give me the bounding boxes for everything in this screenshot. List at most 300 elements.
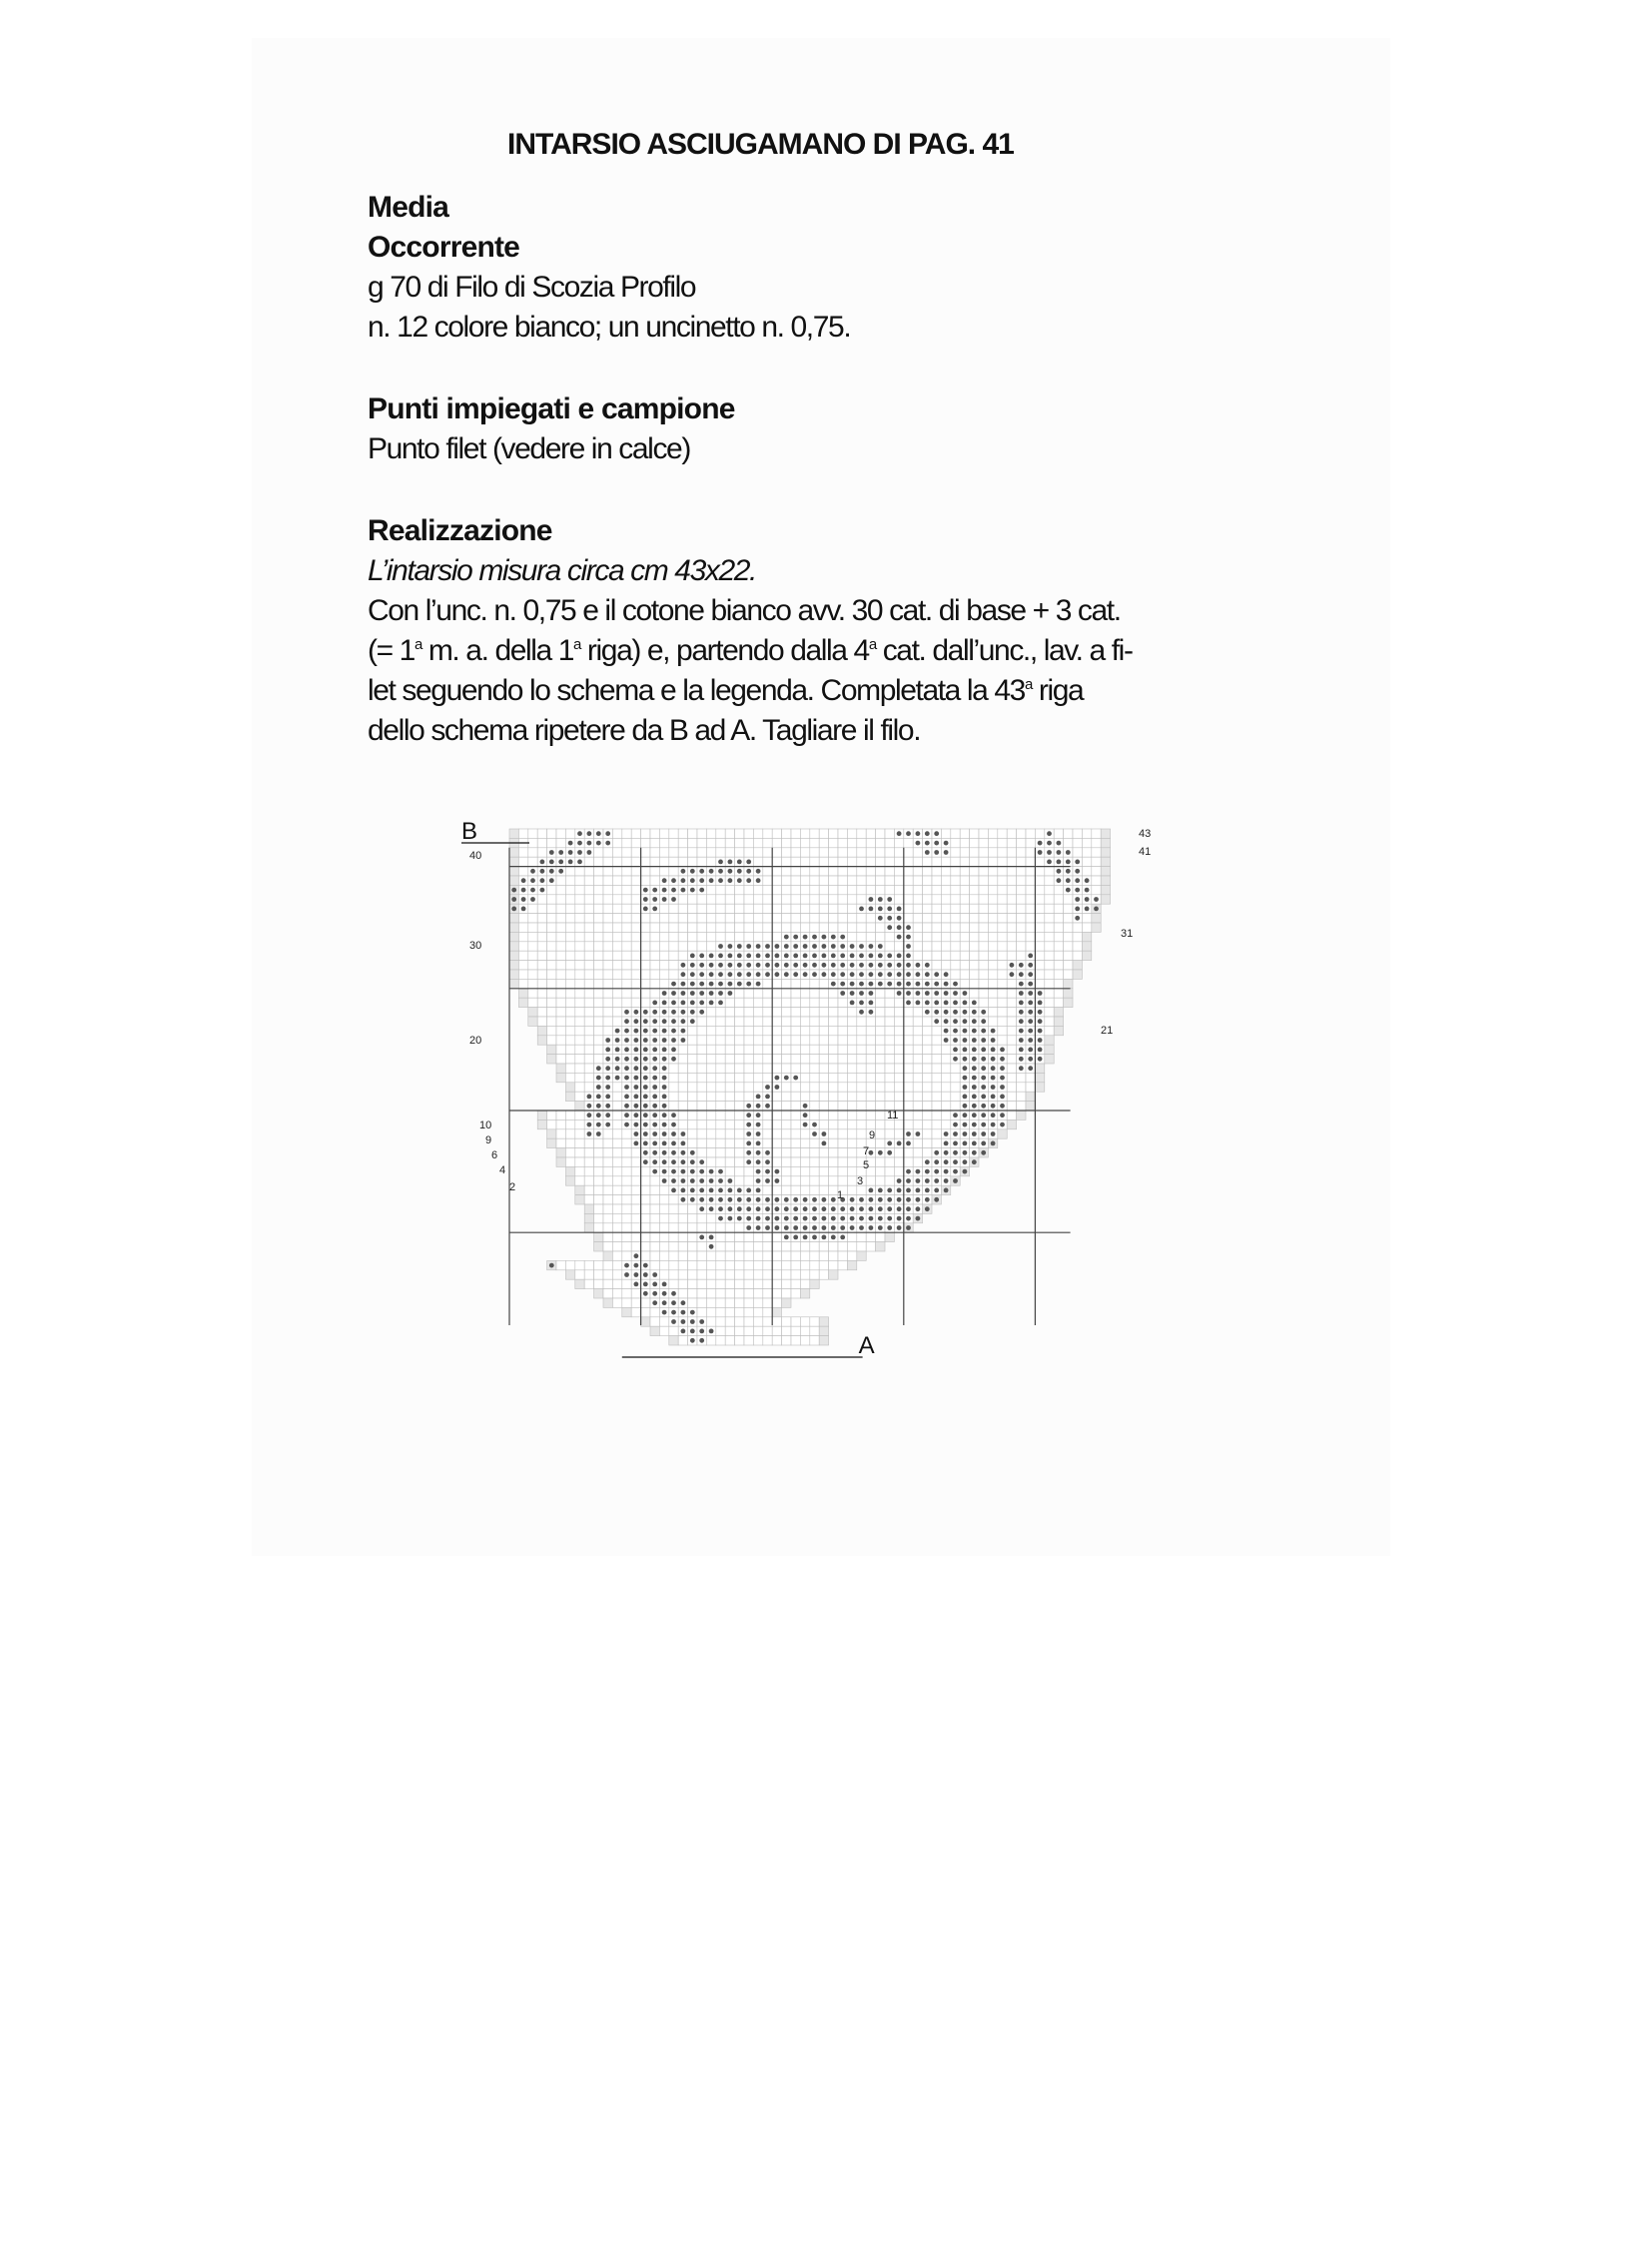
filled-cell-dot bbox=[972, 1001, 977, 1006]
grid-cell bbox=[584, 1017, 593, 1026]
grid-cell bbox=[565, 829, 574, 838]
grid-cell bbox=[631, 970, 640, 979]
filled-cell-dot bbox=[587, 1131, 592, 1136]
grid-cell bbox=[829, 1026, 838, 1035]
filled-cell-dot bbox=[775, 1216, 780, 1221]
grid-cell bbox=[716, 1298, 725, 1307]
grid-cell bbox=[970, 867, 979, 876]
grid-cell bbox=[669, 932, 678, 941]
grid-cell bbox=[1054, 829, 1063, 838]
filled-cell-dot bbox=[991, 1066, 996, 1071]
filled-cell-dot bbox=[587, 1122, 592, 1127]
grid-cell bbox=[998, 989, 1007, 998]
grid-cell bbox=[791, 923, 800, 932]
grid-cell bbox=[669, 1336, 678, 1345]
grid-cell bbox=[706, 914, 715, 923]
grid-cell bbox=[951, 885, 960, 894]
grid-cell bbox=[688, 1083, 697, 1092]
grid-cell bbox=[744, 1317, 753, 1326]
grid-cell bbox=[1073, 848, 1082, 857]
grid-cell bbox=[735, 1111, 744, 1120]
filled-cell-dot bbox=[587, 831, 592, 836]
grid-cell bbox=[810, 1045, 819, 1054]
filled-cell-dot bbox=[803, 1235, 808, 1240]
grid-cell bbox=[763, 998, 772, 1007]
grid-cell bbox=[800, 989, 809, 998]
grid-cell bbox=[669, 1242, 678, 1251]
grid-cell bbox=[960, 970, 969, 979]
grid-cell bbox=[763, 895, 772, 904]
grid-cell bbox=[923, 1017, 932, 1026]
grid-cell bbox=[847, 1102, 856, 1111]
grid-cell bbox=[894, 1083, 903, 1092]
filled-cell-dot bbox=[662, 1104, 667, 1109]
filled-cell-dot bbox=[775, 972, 780, 977]
grid-cell bbox=[1017, 1092, 1026, 1101]
filled-cell-dot bbox=[568, 850, 573, 855]
filled-cell-dot bbox=[850, 1206, 855, 1211]
grid-cell bbox=[1026, 1092, 1035, 1101]
grid-cell bbox=[782, 1260, 791, 1269]
filled-cell-dot bbox=[643, 1029, 648, 1034]
grid-cell bbox=[1017, 1073, 1026, 1082]
grid-cell bbox=[1045, 885, 1054, 894]
filled-cell-dot bbox=[869, 982, 874, 987]
grid-cell bbox=[584, 895, 593, 904]
grid-cell bbox=[819, 1242, 828, 1251]
grid-cell bbox=[697, 1242, 706, 1251]
grid-cell bbox=[735, 1045, 744, 1054]
grid-cell bbox=[678, 1279, 687, 1288]
grid-cell bbox=[622, 1195, 631, 1204]
filled-cell-dot bbox=[765, 944, 770, 949]
grid-cell bbox=[800, 1092, 809, 1101]
grid-cell bbox=[791, 1176, 800, 1185]
filled-cell-dot bbox=[1038, 841, 1043, 846]
grid-cell bbox=[819, 1055, 828, 1064]
filled-cell-dot bbox=[1066, 860, 1071, 865]
filled-cell-dot bbox=[615, 1038, 620, 1043]
grid-cell bbox=[782, 1092, 791, 1101]
filled-cell-dot bbox=[944, 991, 949, 996]
grid-cell bbox=[537, 848, 546, 857]
grid-cell bbox=[913, 1092, 922, 1101]
grid-cell bbox=[537, 1017, 546, 1026]
grid-cell bbox=[800, 1289, 809, 1298]
grid-cell bbox=[998, 876, 1007, 885]
filled-cell-dot bbox=[746, 1206, 751, 1211]
grid-cell bbox=[782, 1017, 791, 1026]
grid-cell bbox=[584, 1083, 593, 1092]
filled-cell-dot bbox=[1028, 1010, 1033, 1015]
grid-cell bbox=[810, 1138, 819, 1147]
grid-cell bbox=[810, 1157, 819, 1166]
grid-cell bbox=[622, 1129, 631, 1138]
filled-cell-dot bbox=[869, 1010, 874, 1015]
filled-cell-dot bbox=[906, 1225, 911, 1230]
grid-cell bbox=[923, 914, 932, 923]
filled-cell-dot bbox=[925, 841, 930, 846]
grid-cell bbox=[706, 932, 715, 941]
grid-cell bbox=[735, 1138, 744, 1147]
grid-cell bbox=[659, 1195, 668, 1204]
filled-cell-dot bbox=[596, 831, 601, 836]
filled-cell-dot bbox=[690, 1319, 695, 1324]
filled-cell-dot bbox=[765, 972, 770, 977]
filled-cell-dot bbox=[634, 1122, 639, 1127]
grid-cell bbox=[612, 1242, 621, 1251]
filled-cell-dot bbox=[615, 1048, 620, 1053]
grid-cell bbox=[800, 1317, 809, 1326]
filled-cell-dot bbox=[878, 916, 883, 921]
grid-cell bbox=[885, 838, 894, 847]
grid-cell bbox=[565, 895, 574, 904]
grid-cell bbox=[791, 1279, 800, 1288]
grid-cell bbox=[528, 923, 537, 932]
grid-cell bbox=[1045, 1017, 1054, 1026]
grid-cell bbox=[716, 1036, 725, 1045]
grid-cell bbox=[575, 1138, 584, 1147]
execution-section bbox=[368, 511, 1266, 751]
grid-cell bbox=[594, 1138, 603, 1147]
grid-cell bbox=[716, 829, 725, 838]
grid-cell bbox=[998, 961, 1007, 970]
grid-cell bbox=[744, 904, 753, 913]
filled-cell-dot bbox=[793, 972, 798, 977]
grid-cell bbox=[612, 838, 621, 847]
grid-cell bbox=[998, 904, 1007, 913]
grid-cell bbox=[1007, 904, 1016, 913]
grid-cell bbox=[913, 1026, 922, 1035]
filled-cell-dot bbox=[887, 1141, 892, 1146]
grid-cell bbox=[603, 923, 612, 932]
filled-cell-dot bbox=[850, 982, 855, 987]
filled-cell-dot bbox=[709, 972, 714, 977]
grid-cell bbox=[565, 932, 574, 941]
grid-cell bbox=[838, 904, 847, 913]
filled-cell-dot bbox=[596, 1066, 601, 1071]
grid-cell bbox=[772, 838, 781, 847]
filled-cell-dot bbox=[925, 1159, 930, 1164]
filled-cell-dot bbox=[709, 1235, 714, 1240]
grid-cell bbox=[659, 838, 668, 847]
filled-cell-dot bbox=[934, 1178, 939, 1183]
filled-cell-dot bbox=[671, 1131, 676, 1136]
filled-cell-dot bbox=[925, 1206, 930, 1211]
grid-cell bbox=[857, 1102, 866, 1111]
grid-cell bbox=[547, 970, 556, 979]
grid-cell bbox=[594, 1270, 603, 1279]
filled-cell-dot bbox=[671, 1010, 676, 1015]
grid-cell bbox=[575, 1166, 584, 1175]
grid-cell bbox=[537, 1008, 546, 1017]
filled-cell-dot bbox=[652, 1300, 657, 1305]
filled-cell-dot bbox=[662, 1048, 667, 1053]
grid-cell bbox=[509, 914, 518, 923]
grid-cell bbox=[612, 1092, 621, 1101]
filled-cell-dot bbox=[690, 1188, 695, 1193]
grid-cell bbox=[791, 857, 800, 866]
filled-cell-dot bbox=[803, 1206, 808, 1211]
grid-cell bbox=[857, 1083, 866, 1092]
grid-cell bbox=[716, 1223, 725, 1232]
filled-cell-dot bbox=[643, 907, 648, 912]
filled-cell-dot bbox=[972, 1122, 977, 1127]
grid-cell bbox=[641, 979, 650, 988]
grid-cell bbox=[537, 989, 546, 998]
grid-cell bbox=[923, 932, 932, 941]
grid-cell bbox=[857, 1036, 866, 1045]
filled-cell-dot bbox=[558, 869, 563, 874]
grid-cell bbox=[913, 1148, 922, 1157]
grid-cell bbox=[782, 1185, 791, 1194]
grid-cell bbox=[829, 904, 838, 913]
grid-cell bbox=[970, 923, 979, 932]
grid-cell bbox=[706, 1223, 715, 1232]
grid-cell bbox=[528, 904, 537, 913]
grid-cell bbox=[594, 932, 603, 941]
grid-cell bbox=[678, 1120, 687, 1128]
grid-cell bbox=[1026, 923, 1035, 932]
filled-cell-dot bbox=[1075, 869, 1080, 874]
filled-cell-dot bbox=[878, 944, 883, 949]
grid-cell bbox=[725, 895, 734, 904]
grid-cell bbox=[998, 923, 1007, 932]
filled-cell-dot bbox=[662, 1085, 667, 1090]
grid-cell bbox=[584, 932, 593, 941]
filled-cell-dot bbox=[746, 1141, 751, 1146]
grid-cell bbox=[735, 932, 744, 941]
grid-cell bbox=[876, 1129, 885, 1138]
grid-cell bbox=[565, 1138, 574, 1147]
grid-cell bbox=[669, 1326, 678, 1335]
filled-cell-dot bbox=[662, 1038, 667, 1043]
grid-cell bbox=[1082, 867, 1091, 876]
grid-cell bbox=[1007, 914, 1016, 923]
filled-cell-dot bbox=[671, 1048, 676, 1053]
grid-cell bbox=[913, 942, 922, 951]
grid-cell bbox=[838, 1064, 847, 1073]
grid-cell bbox=[1082, 942, 1091, 951]
filled-cell-dot bbox=[944, 1150, 949, 1155]
grid-cell bbox=[753, 1279, 762, 1288]
grid-cell bbox=[847, 932, 856, 941]
filled-cell-dot bbox=[991, 1104, 996, 1109]
grid-cell bbox=[988, 923, 997, 932]
grid-cell bbox=[782, 838, 791, 847]
grid-cell bbox=[631, 1232, 640, 1241]
grid-cell bbox=[1007, 838, 1016, 847]
filled-cell-dot bbox=[634, 1029, 639, 1034]
grid-cell bbox=[819, 914, 828, 923]
grid-cell bbox=[1082, 951, 1091, 960]
grid-cell bbox=[800, 1185, 809, 1194]
filled-cell-dot bbox=[643, 1150, 648, 1155]
filled-cell-dot bbox=[709, 1188, 714, 1193]
filled-cell-dot bbox=[511, 888, 516, 893]
grid-cell bbox=[800, 1008, 809, 1017]
grid-cell bbox=[819, 1270, 828, 1279]
grid-cell bbox=[791, 1017, 800, 1026]
grid-cell bbox=[913, 1017, 922, 1026]
grid-cell bbox=[518, 829, 527, 838]
grid-cell bbox=[509, 923, 518, 932]
grid-cell bbox=[716, 1138, 725, 1147]
grid-cell bbox=[725, 1251, 734, 1260]
filled-cell-dot bbox=[906, 1188, 911, 1193]
filled-cell-dot bbox=[718, 869, 723, 874]
filled-cell-dot bbox=[681, 972, 686, 977]
grid-cell bbox=[1045, 951, 1054, 960]
materials-heading: Occorrente bbox=[368, 231, 520, 264]
filled-cell-dot bbox=[972, 1076, 977, 1081]
grid-cell bbox=[970, 885, 979, 894]
grid-cell bbox=[857, 1111, 866, 1120]
grid-cell bbox=[819, 904, 828, 913]
grid-cell bbox=[697, 1138, 706, 1147]
grid-cell bbox=[725, 1148, 734, 1157]
grid-cell bbox=[1092, 885, 1101, 894]
grid-cell bbox=[829, 989, 838, 998]
filled-cell-dot bbox=[1085, 888, 1090, 893]
grid-cell bbox=[970, 914, 979, 923]
grid-cell bbox=[725, 1289, 734, 1298]
grid-cell bbox=[932, 961, 941, 970]
grid-cell bbox=[923, 1092, 932, 1101]
grid-cell bbox=[612, 1176, 621, 1185]
grid-cell bbox=[970, 904, 979, 913]
filled-cell-dot bbox=[699, 1178, 704, 1183]
grid-cell bbox=[810, 1326, 819, 1335]
grid-cell bbox=[631, 1242, 640, 1251]
filled-cell-dot bbox=[803, 1113, 808, 1118]
grid-cell bbox=[857, 932, 866, 941]
filled-cell-dot bbox=[812, 972, 817, 977]
grid-cell bbox=[575, 1195, 584, 1204]
filled-cell-dot bbox=[1057, 869, 1062, 874]
filled-cell-dot bbox=[690, 878, 695, 883]
grid-cell bbox=[819, 1008, 828, 1017]
filled-cell-dot bbox=[981, 1010, 986, 1015]
filled-cell-dot bbox=[652, 1122, 657, 1127]
grid-cell bbox=[537, 923, 546, 932]
grid-cell bbox=[876, 1073, 885, 1082]
grid-cell bbox=[819, 1073, 828, 1082]
grid-cell bbox=[923, 942, 932, 951]
filled-cell-dot bbox=[775, 1085, 780, 1090]
filled-cell-dot bbox=[765, 1197, 770, 1202]
filled-cell-dot bbox=[822, 1197, 827, 1202]
grid-cell bbox=[706, 848, 715, 857]
grid-cell bbox=[998, 1026, 1007, 1035]
grid-cell bbox=[772, 1317, 781, 1326]
filled-cell-dot bbox=[765, 1095, 770, 1100]
filled-cell-dot bbox=[869, 944, 874, 949]
grid-cell bbox=[800, 1073, 809, 1082]
grid-cell bbox=[678, 1055, 687, 1064]
filled-cell-dot bbox=[981, 1131, 986, 1136]
grid-cell bbox=[772, 1036, 781, 1045]
stitches-section bbox=[368, 389, 1266, 469]
grid-cell bbox=[979, 867, 988, 876]
filled-cell-dot bbox=[897, 991, 902, 996]
grid-cell bbox=[885, 857, 894, 866]
grid-cell bbox=[1045, 942, 1054, 951]
filled-cell-dot bbox=[765, 1085, 770, 1090]
grid-cell bbox=[941, 1092, 950, 1101]
grid-cell bbox=[810, 1166, 819, 1175]
grid-cell bbox=[1092, 848, 1101, 857]
grid-cell bbox=[678, 838, 687, 847]
grid-cell bbox=[612, 1129, 621, 1138]
grid-cell bbox=[932, 895, 941, 904]
grid-cell bbox=[706, 1083, 715, 1092]
filled-cell-dot bbox=[925, 1197, 930, 1202]
filled-cell-dot bbox=[587, 1095, 592, 1100]
filled-cell-dot bbox=[1085, 907, 1090, 912]
filled-cell-dot bbox=[803, 944, 808, 949]
grid-cell bbox=[829, 923, 838, 932]
grid-cell bbox=[1064, 989, 1073, 998]
grid-cell bbox=[622, 998, 631, 1007]
grid-cell bbox=[782, 1111, 791, 1120]
filled-cell-dot bbox=[850, 944, 855, 949]
grid-cell bbox=[547, 961, 556, 970]
grid-cell bbox=[819, 1326, 828, 1335]
grid-cell bbox=[1054, 904, 1063, 913]
grid-cell bbox=[594, 1176, 603, 1185]
grid-cell bbox=[819, 979, 828, 988]
grid-cell bbox=[857, 867, 866, 876]
filled-cell-dot bbox=[765, 963, 770, 968]
filled-cell-dot bbox=[1028, 1057, 1033, 1062]
grid-cell bbox=[716, 1045, 725, 1054]
grid-cell bbox=[735, 1223, 744, 1232]
grid-cell bbox=[763, 932, 772, 941]
grid-cell bbox=[631, 989, 640, 998]
grid-cell bbox=[622, 838, 631, 847]
grid-cell bbox=[800, 1138, 809, 1147]
grid-cell bbox=[688, 1111, 697, 1120]
filled-cell-dot bbox=[840, 944, 845, 949]
grid-cell bbox=[763, 1279, 772, 1288]
filet-chart bbox=[439, 819, 1199, 1408]
grid-cell bbox=[960, 951, 969, 960]
filled-cell-dot bbox=[746, 1197, 751, 1202]
filled-cell-dot bbox=[643, 1141, 648, 1146]
grid-cell bbox=[970, 829, 979, 838]
grid-cell bbox=[951, 848, 960, 857]
grid-cell bbox=[913, 923, 922, 932]
filled-cell-dot bbox=[944, 982, 949, 987]
grid-cell bbox=[706, 1073, 715, 1082]
filled-cell-dot bbox=[1019, 982, 1024, 987]
filled-cell-dot bbox=[746, 1159, 751, 1164]
grid-cell bbox=[1026, 867, 1035, 876]
grid-cell bbox=[725, 1326, 734, 1335]
filled-cell-dot bbox=[1057, 850, 1062, 855]
filled-cell-dot bbox=[897, 916, 902, 921]
grid-cell bbox=[753, 848, 762, 857]
grid-cell bbox=[876, 1083, 885, 1092]
grid-cell bbox=[1007, 1055, 1016, 1064]
filled-cell-dot bbox=[624, 1076, 629, 1081]
filled-cell-dot bbox=[934, 1150, 939, 1155]
grid-cell bbox=[932, 951, 941, 960]
grid-cell bbox=[819, 1083, 828, 1092]
filled-cell-dot bbox=[652, 1085, 657, 1090]
grid-cell bbox=[556, 1120, 565, 1128]
